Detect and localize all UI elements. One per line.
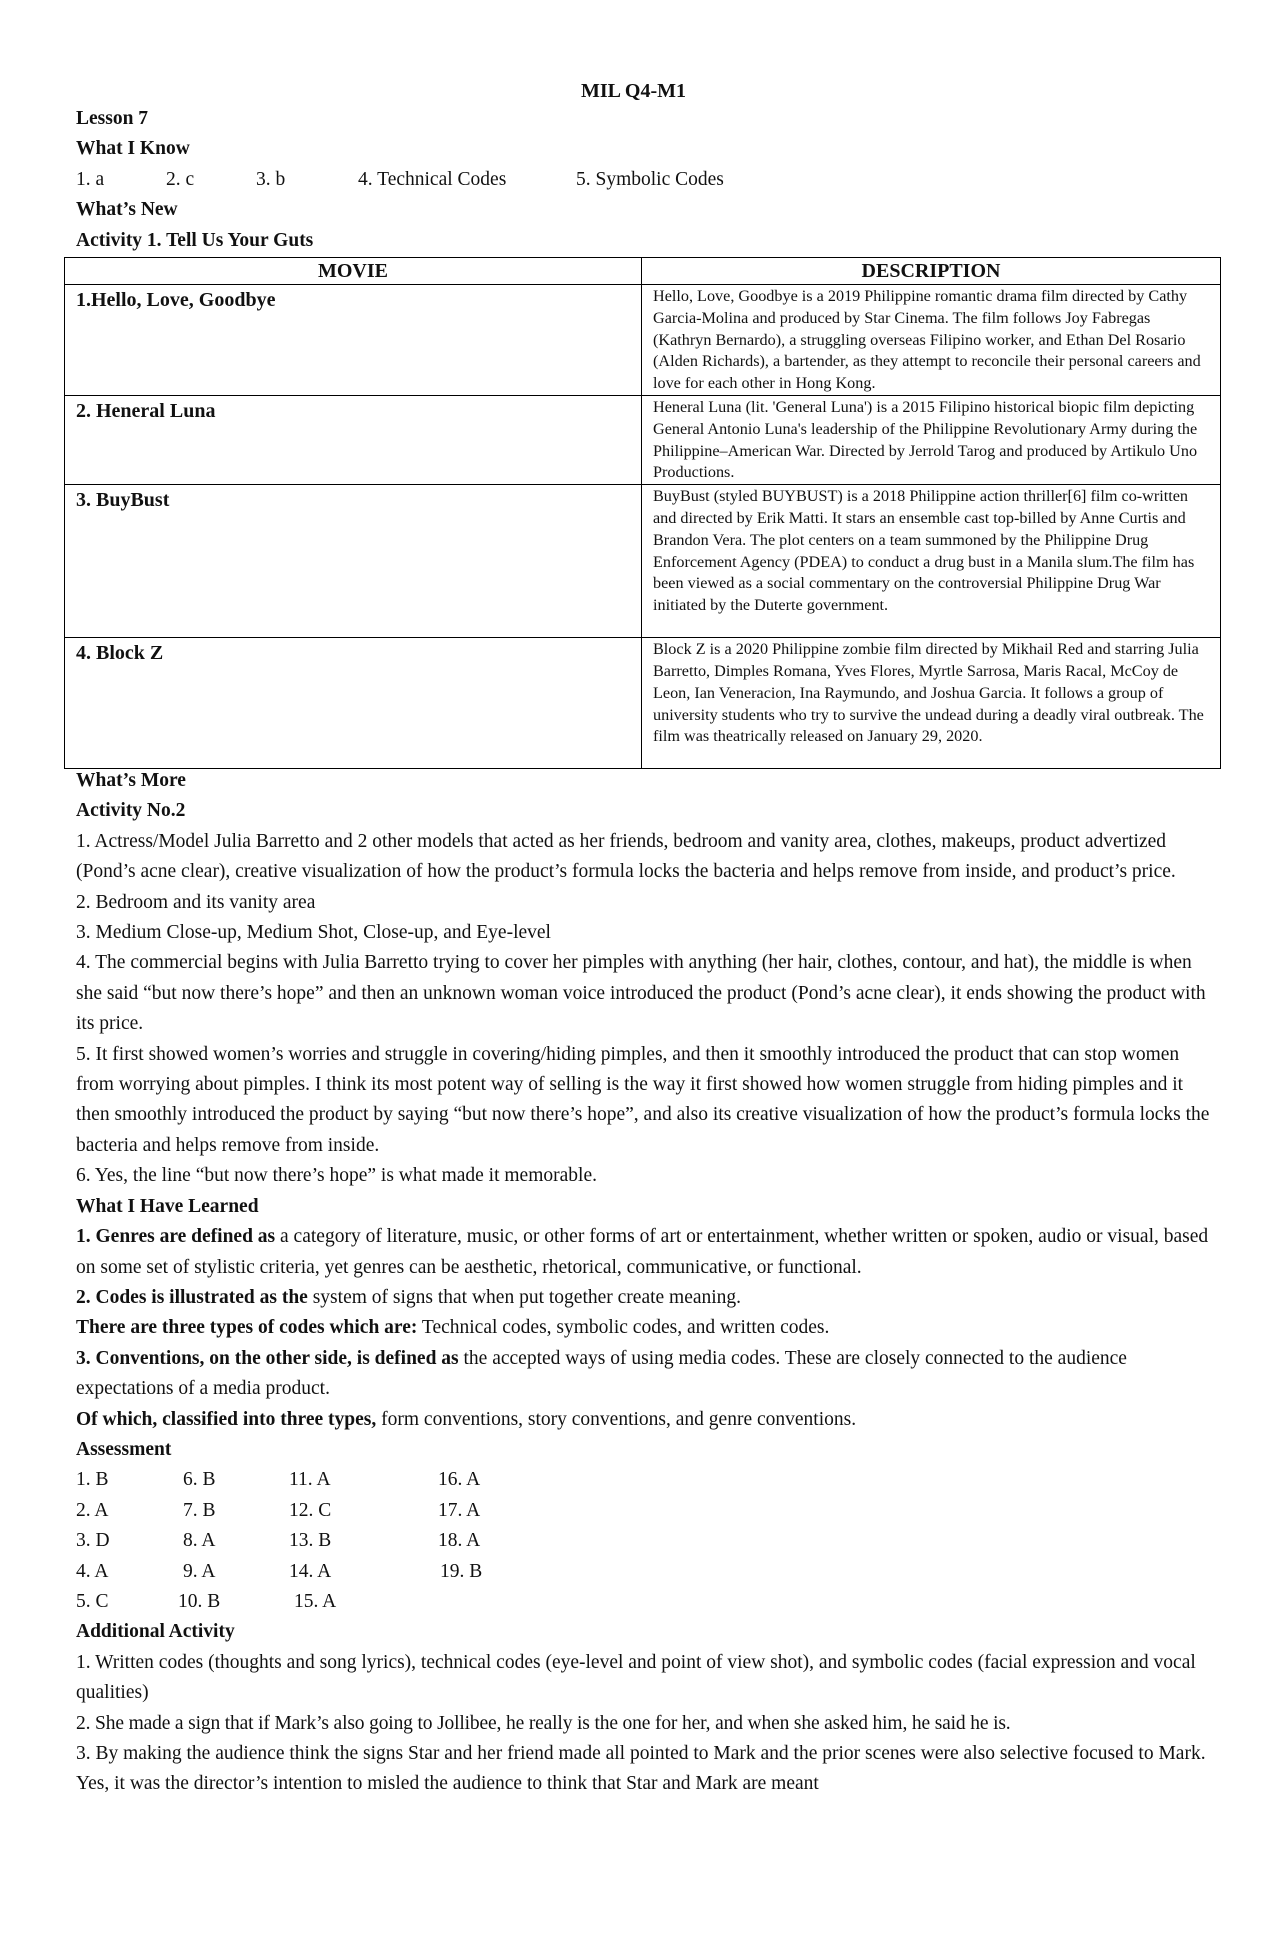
what-i-know-answers: [76, 165, 1220, 195]
assessment-answer: 3. D: [76, 1530, 110, 1552]
learned-term: 1. Genres are defined as: [76, 1226, 276, 1248]
learned-term: 2. Codes is illustrated as the: [76, 1286, 308, 1308]
whats-more-answer: 2. Bedroom and its vanity area: [76, 891, 316, 913]
assessment-answer: 8. A: [183, 1530, 216, 1552]
assessment-answer: 16. A: [438, 1469, 481, 1491]
learned-definition: a category of literature, music, or other forms of art or entertainment, whether written or spoken, audio or visual, based on some set of stylistic criteria, yet genres can be aesthetic, rhetorical, communicative, or functional.: [76, 1226, 1209, 1278]
assessment-answer: 10. B: [178, 1590, 221, 1612]
assessment-answer: 14. A: [289, 1560, 332, 1582]
learned-definition: form conventions, story conventions, and genre conventions.: [376, 1408, 857, 1430]
movie-description: BuyBust (styled BUYBUST) is a 2018 Philippine action thriller[6] film co-written and directed by Erik Matti. It stars an ensemble cast top-billed by Anne Curtis and Brandon Vera. The plot centers on a team summoned by the Philippine Drug Enforcement Agency (PDEA) to conduct a drug bust in a Manila slum.The film has been viewed as a social commentary on the controversial Philippine Drug War initiated by the Duterte government.: [642, 485, 1221, 638]
assessment-answer: 19. B: [440, 1560, 483, 1582]
learned-paragraph: [76, 1313, 1220, 1343]
know-answer: 5. Symbolic Codes: [576, 168, 724, 190]
movie-table: [64, 257, 1221, 769]
table-row: [65, 638, 1221, 769]
assessment-answer: 4. A: [76, 1560, 109, 1582]
know-answer: 4. Technical Codes: [358, 168, 507, 190]
whats-more-answer: 4. The commercial begins with Julia Barretto trying to cover her pimples with anything (her hair, clothes, contour, and hat), the middle is when she said “but now there’s hope” and then an unknown woman voice introduced the product (Pond’s acne clear), it ends showing the product with its price.: [76, 952, 1206, 1035]
additional-heading: Additional Activity: [76, 1621, 235, 1643]
whats-more-answer: 5. It first showed women’s worries and struggle in covering/hiding pimples, and then it smoothly introduced the product that can stop women from worrying about pimples. I think its most potent way of selling is the way it first showed how women struggle from hiding pimples and it then smoothly introduced the product by saying “but now there’s hope”, and also its creative visualization of how the product’s formula locks the bacteria and helps remove from inside.: [76, 1043, 1210, 1156]
assessment-answer: 2. A: [76, 1499, 109, 1521]
know-answer: 3. b: [256, 168, 286, 190]
movie-title: 4. Block Z: [65, 638, 642, 769]
learned-paragraph: [76, 1283, 1220, 1313]
learned-paragraph: [76, 1405, 1220, 1435]
assessment-heading: Assessment: [76, 1438, 172, 1460]
assessment-row: [76, 1587, 1220, 1617]
page-title: MIL Q4-M1: [581, 80, 686, 102]
assessment-row: [76, 1465, 1220, 1495]
assessment-answer: 7. B: [183, 1499, 216, 1521]
assessment-answer: 18. A: [438, 1530, 481, 1552]
whats-new-heading: What’s New: [76, 199, 178, 221]
lesson-heading: Lesson 7: [76, 108, 149, 129]
column-header-movie: MOVIE: [65, 258, 642, 285]
assessment-answer: 9. A: [183, 1560, 216, 1582]
assessment-answer: 17. A: [438, 1499, 481, 1521]
lesson-block: [76, 104, 1220, 256]
table-row: [65, 285, 1221, 396]
movie-title: 3. BuyBust: [65, 485, 642, 638]
movie-description: Block Z is a 2020 Philippine zombie film directed by Mikhail Red and starring Julia Barretto, Dimples Romana, Yves Flores, Myrtle Sarrosa, Maris Racal, McCoy de Leon, Ian Veneracion, Ina Raymundo, and Joshua Garcia. It follows a group of university students who try to survive the undead during a deadly viral outbreak. The film was theatrically released on January 29, 2020.: [642, 638, 1221, 769]
movie-description: Hello, Love, Goodbye is a 2019 Philippine romantic drama film directed by Cathy Garcia-Molina and produced by Star Cinema. The film follows Joy Fabregas (Kathryn Bernardo), a struggling overseas Filipino worker, and Ethan Del Rosario (Alden Richards), a bartender, as they attempt to reconcile their personal careers and love for each other in Hong Kong.: [642, 285, 1221, 396]
learned-definition: the accepted ways of using media codes. These are closely connected to the audience expectations of a media product.: [76, 1347, 1127, 1400]
learned-definition: Technical codes, symbolic codes, and written codes.: [417, 1317, 830, 1339]
activity-1-heading: Activity 1. Tell Us Your Guts: [76, 229, 314, 251]
additional-answer: 3. By making the audience think the signs Star and her friend made all pointed to Mark and the prior scenes were also selective focused to Mark. Yes, it was the director’s intention to misled the audience to think that Star and Mark are meant: [76, 1743, 1206, 1795]
whats-more-answer: 1. Actress/Model Julia Barretto and 2 other models that acted as her friends, bedroom and vanity area, clothes, makeups, product advertized (Pond’s acne clear), creative visualization of how the product’s formula locks the bacteria and helps remove from inside, and product’s price.: [76, 830, 1176, 883]
assessment-answer: 12. C: [289, 1499, 332, 1521]
body-sections: [76, 766, 1220, 1800]
additional-answer: 1. Written codes (thoughts and song lyrics), technical codes (eye-level and point of view shot), and symbolic codes (facial expression and vocal qualities): [76, 1651, 1196, 1704]
assessment-answer: 5. C: [76, 1590, 109, 1612]
whats-more-answer: 6. Yes, the line “but now there’s hope” is what made it memorable.: [76, 1165, 597, 1187]
learned-heading: What I Have Learned: [76, 1195, 259, 1217]
learned-term: 3. Conventions, on the other side, is defined as: [76, 1347, 459, 1369]
movie-description: Heneral Luna (lit. 'General Luna') is a 2015 Filipino historical biopic film depicting General Antonio Luna's leadership of the Philippine Revolutionary Army during the Philippine–American War. Directed by Jerrold Tarog and produced by Artikulo Uno Productions.: [642, 395, 1221, 484]
assessment-answer: 13. B: [289, 1530, 332, 1552]
activity-2-heading: Activity No.2: [76, 800, 186, 822]
assessment-answer: 11. A: [289, 1469, 331, 1491]
learned-term: There are three types of codes which are:: [76, 1317, 418, 1339]
assessment-row: [76, 1496, 1220, 1526]
assessment-answer: 15. A: [294, 1590, 337, 1612]
column-header-description: DESCRIPTION: [642, 258, 1221, 285]
table-row: [65, 485, 1221, 638]
whats-more-heading: What’s More: [76, 770, 186, 791]
movie-title: 1.Hello, Love, Goodbye: [65, 285, 642, 396]
table-header-row: [65, 258, 1221, 285]
additional-answer: 2. She made a sign that if Mark’s also going to Jollibee, he really is the one for her, and when she asked him, he said he is.: [76, 1712, 1011, 1734]
whats-more-answer: 3. Medium Close-up, Medium Shot, Close-up, and Eye-level: [76, 922, 551, 944]
assessment-row: [76, 1557, 1220, 1587]
assessment-answer: 1. B: [76, 1469, 109, 1491]
what-i-know-heading: What I Know: [76, 138, 190, 160]
assessment-row: [76, 1526, 1220, 1556]
know-answer: 1. a: [76, 168, 105, 190]
learned-term: Of which, classified into three types,: [76, 1408, 377, 1430]
table-row: [65, 395, 1221, 484]
learned-paragraph: [76, 1222, 1220, 1283]
learned-paragraph: [76, 1344, 1220, 1405]
know-answer: 2. c: [166, 168, 195, 190]
learned-definition: system of signs that when put together create meaning.: [307, 1286, 742, 1308]
movie-title: 2. Heneral Luna: [65, 395, 642, 484]
assessment-answer: 6. B: [183, 1469, 216, 1491]
